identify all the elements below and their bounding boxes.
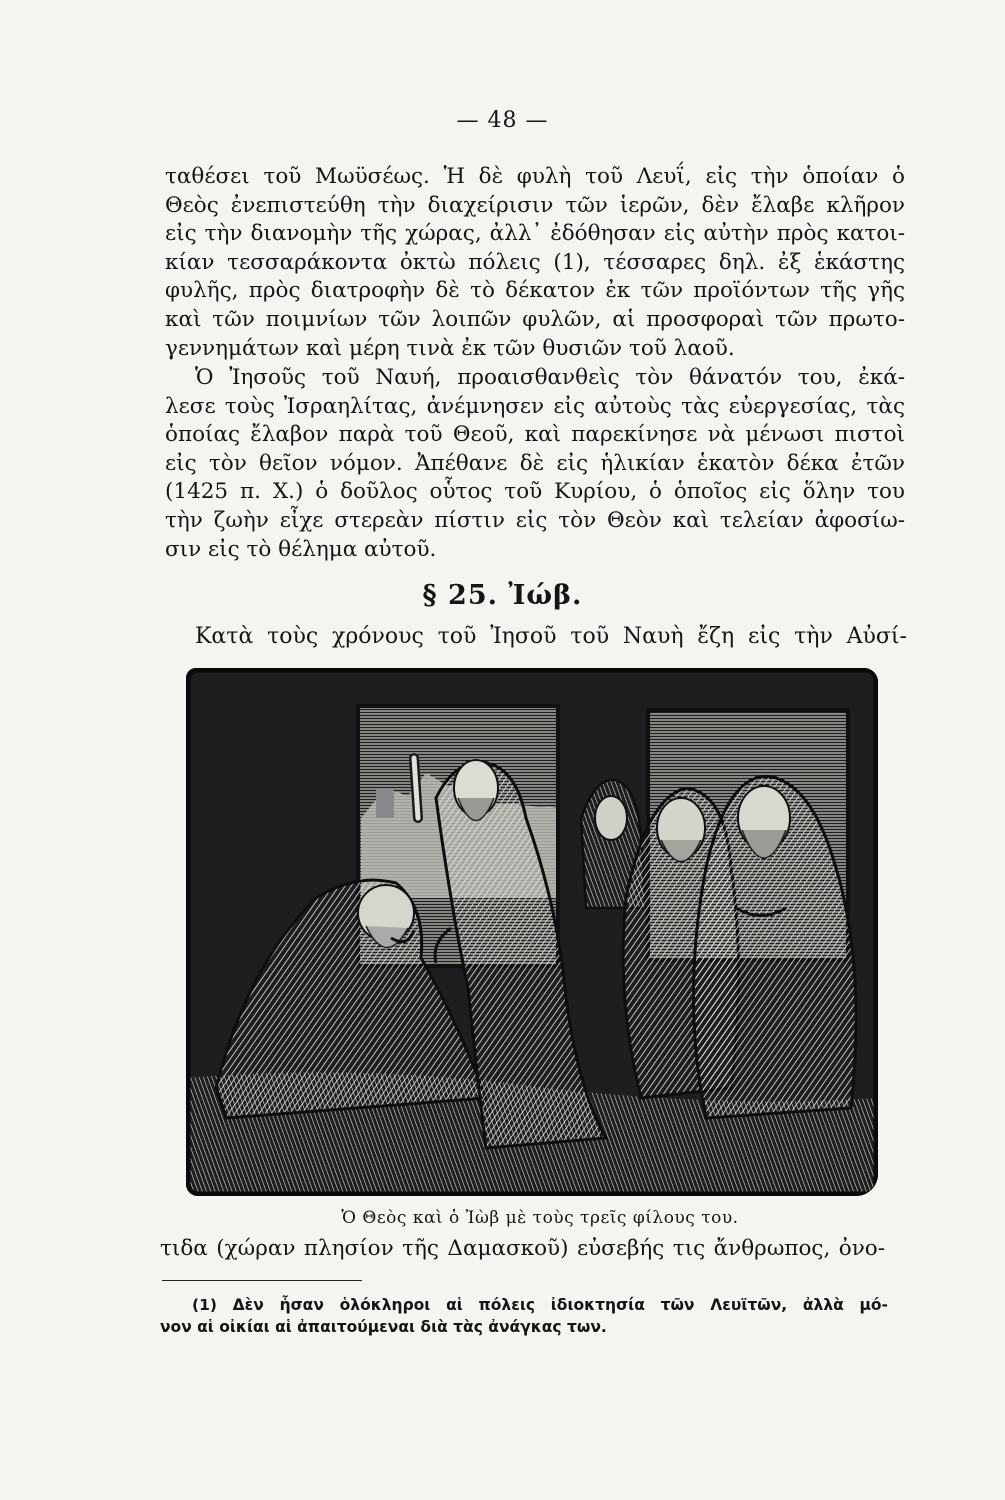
- continuation-line: τιδα (χώραν πλησίον τῆς Δαμασκοῦ) εὐσεβής τις ἄνθρωπος, ὀνο-: [160, 1236, 885, 1261]
- text-line: τὴν ζωὴν εἶχε στερεὰν πίστιν εἰς τὸν Θεὸν καὶ τελείαν ἀφοσίω-: [165, 507, 905, 533]
- page-number: — 48 —: [456, 108, 549, 133]
- footnote-line: (1) Δὲν ἦσαν ὁλόκληροι αἱ πόλεις ἰδιοκτησία τῶν Λευϊτῶν, ἀλλὰ μό-: [192, 1296, 888, 1314]
- text-line: Ὁ Ἰησοῦς τοῦ Ναυή, προαισθανθεὶς τὸν θάνατόν του, ἐκά-: [195, 365, 905, 390]
- text-line: ὁποίας ἔλαβον παρὰ τοῦ Θεοῦ, καὶ παρεκίνησε νὰ μένωσι πιστοὶ: [165, 422, 905, 448]
- text-line: Θεὸς ἐνεπιστεύθη τὴν διαχείρισιν τῶν ἱερῶν, δὲν ἔλαβε κλῆρον: [165, 192, 905, 218]
- section-intro-line: Κατὰ τοὺς χρόνους τοῦ Ἰησοῦ τοῦ Ναυὴ ἔζη εἰς τὴν Αὐσί-: [195, 624, 907, 649]
- text-line: καὶ τῶν ποιμνίων τῶν λοιπῶν φυλῶν, αἱ προσφοραὶ τῶν πρωτο-: [165, 306, 905, 332]
- paragraph-joshua-death: [165, 364, 905, 564]
- text-line: ταθέσει τοῦ Μωϋσέως. Ἡ δὲ φυλὴ τοῦ Λευΐ, εἰς τὴν ὁποίαν ὁ: [165, 164, 905, 189]
- text-line: εἰς τὸν θεῖον νόμον. Ἀπέθανε δὲ εἰς ἡλικίαν ἑκατὸν δέκα ἐτῶν: [165, 450, 905, 476]
- text-line: σιν εἰς τὸ θέλημα αὐτοῦ.: [165, 536, 437, 562]
- paragraph-levites: [165, 163, 905, 363]
- footnote-line: νον αἱ οἰκίαι αἱ ἀπαιτούμεναι διὰ τὰς ἀνάγκας των.: [160, 1318, 607, 1336]
- figure-caption: Ὁ Θεὸς καὶ ὁ Ἰὼβ μὲ τοὺς τρεῖς φίλους του.: [341, 1208, 739, 1228]
- section-heading: § 25. Ἰώβ.: [422, 580, 583, 611]
- footnote: [160, 1294, 888, 1338]
- engraving-illustration: [186, 668, 878, 1196]
- text-line: κίαν τεσσαράκοντα ὀκτὼ πόλεις (1), τέσσαρες δηλ. ἐξ ἑκάστης: [165, 249, 905, 275]
- text-line: εἰς τὴν διανομὴν τῆς χώρας, ἀλλ᾽ ἐδόθησαν εἰς αὐτὴν πρὸς κατοι-: [165, 221, 905, 247]
- text-line: λεσε τοὺς Ἰσραηλίτας, ἀνέμνησεν εἰς αὐτοὺς τὰς εὐεργεσίας, τὰς: [165, 393, 905, 419]
- text-line: γεννημάτων καὶ μέρη τινὰ ἐκ τῶν θυσιῶν τοῦ λαοῦ.: [165, 335, 735, 361]
- text-line: (1425 π. Χ.) ὁ δοῦλος οὗτος τοῦ Κυρίου, ὁ ὁποῖος εἰς ὅλην του: [165, 479, 905, 505]
- text-line: φυλῆς, πρὸς διατροφὴν δὲ τὸ δέκατον ἐκ τῶν προϊόντων τῆς γῆς: [165, 278, 905, 304]
- footnote-rule: [162, 1280, 362, 1281]
- distant-tower: [376, 788, 394, 818]
